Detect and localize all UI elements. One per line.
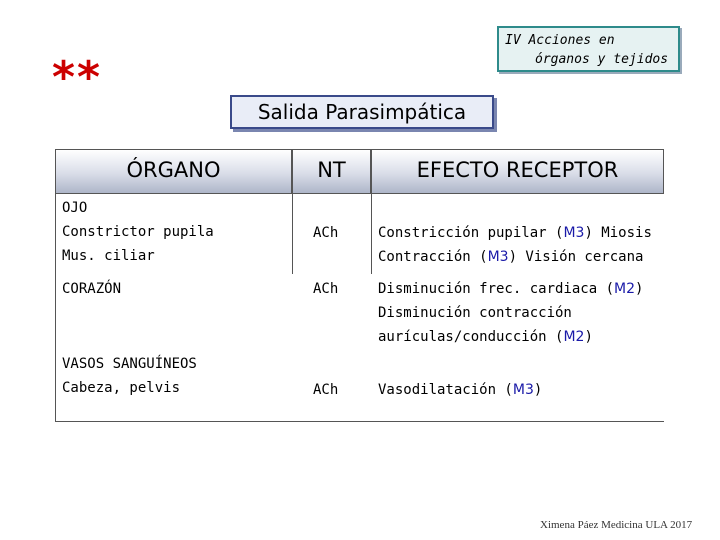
organ-line: VASOS SANGUÍNEOS <box>62 356 197 372</box>
effect-line: Contracción (M3) Visión cercana <box>378 249 644 265</box>
column-divider <box>371 194 372 274</box>
header-organ: ÓRGANO <box>55 149 292 194</box>
credit-footer: Ximena Páez Medicina ULA 2017 <box>540 519 693 531</box>
table-row-heart-organ <box>62 277 121 301</box>
table-row-vessels-effect <box>378 378 542 402</box>
page-title: Salida Parasimpática <box>230 95 494 129</box>
effect-line: Constricción pupilar (M3) Miosis <box>378 225 652 241</box>
receptor-label: M3 <box>487 249 509 265</box>
effect-line: Vasodilatación (M3) <box>378 382 543 398</box>
topic-line-2: órganos y tejidos <box>535 52 669 67</box>
effect-line: aurículas/conducción (M2) <box>378 329 593 345</box>
effect-line: Disminución contracción <box>378 305 572 321</box>
organ-line: CORAZÓN <box>62 281 122 297</box>
column-divider <box>292 194 293 274</box>
topic-line-1: IV Acciones en <box>505 33 615 48</box>
header-nt: NT <box>292 149 371 194</box>
importance-stars: ** <box>52 52 103 103</box>
receptor-label: M3 <box>563 225 585 241</box>
organ-line: OJO <box>62 200 88 216</box>
organ-line: Mus. ciliar <box>62 248 155 264</box>
nt-value: ACh <box>313 382 339 398</box>
organ-line: Cabeza, pelvis <box>62 380 181 396</box>
table-row-eye-organ <box>62 196 214 268</box>
receptor-label: M3 <box>512 382 534 398</box>
table-row-heart-effect <box>378 277 643 349</box>
receptor-label: M2 <box>614 281 636 297</box>
header-effect: EFECTO RECEPTOR <box>371 149 664 194</box>
nt-value: ACh <box>313 225 339 241</box>
nt-value: ACh <box>313 281 339 297</box>
effect-line: Disminución frec. cardiaca (M2) <box>378 281 644 297</box>
receptor-label: M2 <box>563 329 585 345</box>
table-row-vessels-organ <box>62 352 197 400</box>
organ-line: Constrictor pupila <box>62 224 214 240</box>
table-row-eye-effect <box>378 221 652 269</box>
topic-box <box>497 26 680 72</box>
